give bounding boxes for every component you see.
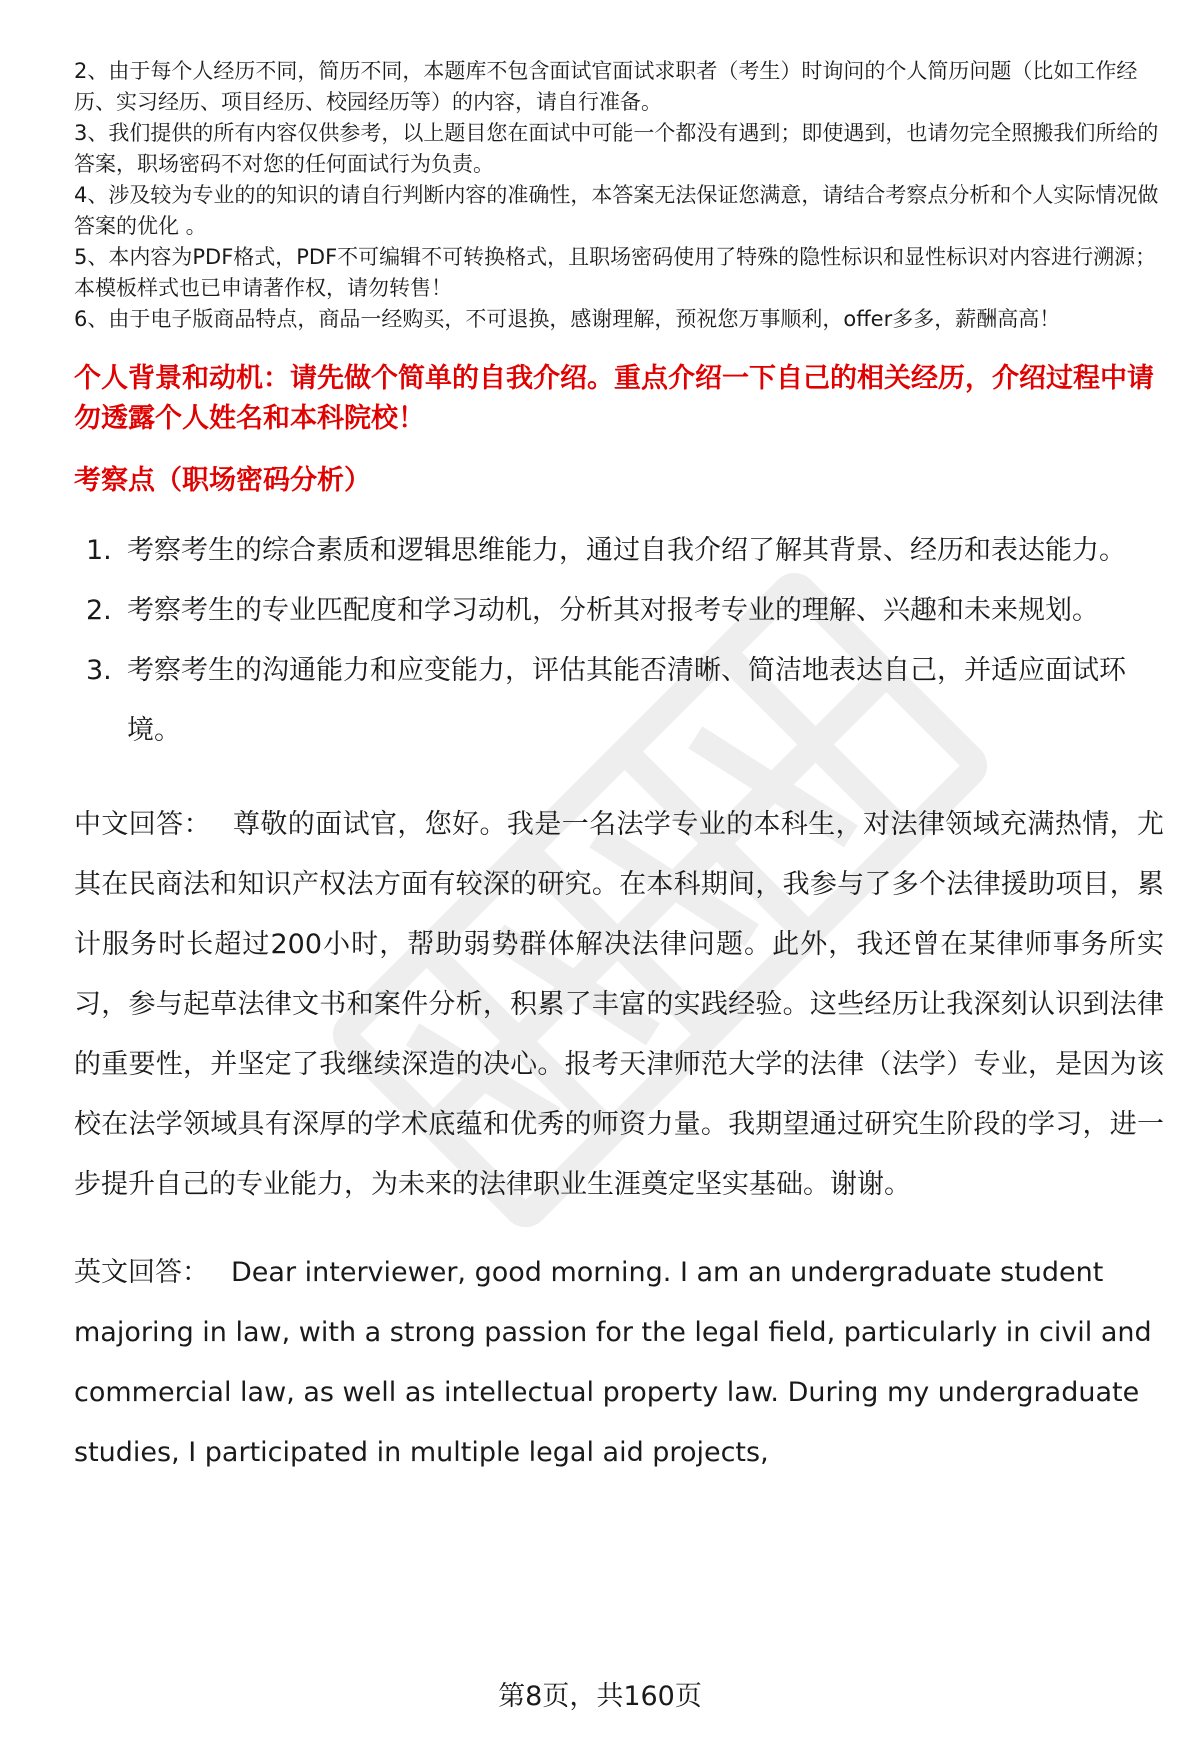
- notice-item: 4、涉及较为专业的的知识的请自行判断内容的准确性，本答案无法保证您满意，请结合考察点分析和个人实际情况做答案的优化 。: [74, 183, 1159, 238]
- key-point-text: 考察考生的沟通能力和应变能力，评估其能否清晰、简洁地表达自己，并适应面试环境。: [127, 655, 1126, 746]
- key-point-item: [74, 581, 1164, 641]
- key-points-list: [74, 521, 1164, 761]
- key-point-item: [74, 641, 1164, 761]
- english-answer: [74, 1243, 1164, 1483]
- english-answer-label: 英文回答：: [74, 1257, 209, 1288]
- key-point-number: 1.: [86, 535, 112, 566]
- key-point-text: 考察考生的综合素质和逻辑思维能力，通过自我介绍了解其背景、经历和表达能力。: [127, 535, 1126, 566]
- key-point-number: 2.: [86, 595, 112, 626]
- notice-item: 2、由于每个人经历不同，简历不同，本题库不包含面试官面试求职者（考生）时询问的个人简历问题（比如工作经历、实习经历、项目经历、校园经历等）的内容，请自行准备。: [74, 59, 1138, 114]
- notice-item: 3、我们提供的所有内容仅供参考，以上题目您在面试中可能一个都没有遇到；即使遇到，也请勿完全照搬我们所给的答案，职场密码不对您的任何面试行为负责。: [74, 121, 1159, 176]
- chinese-answer-label: 中文回答：: [74, 809, 211, 840]
- key-point-text: 考察考生的专业匹配度和学习动机，分析其对报考专业的理解、兴趣和未来规划。: [127, 595, 1099, 626]
- notice-item: 6、由于电子版商品特点，商品一经购买，不可退换，感谢理解，预祝您万事顺利，offer多多，薪酬高高！: [74, 307, 1061, 331]
- key-point-item: [74, 521, 1164, 581]
- notice-list: [74, 56, 1164, 335]
- chinese-answer-text: 尊敬的面试官，您好。我是一名法学专业的本科生，对法律领域充满热情，尤其在民商法和知识产权法方面有较深的研究。在本科期间，我参与了多个法律援助项目，累计服务时长超过200小时，帮助弱势群体解决法律问题。此外，我还曾在某律师事务所实习，参与起草法律文书和案件分析，积累了丰富的实践经验。这些经历让我深刻认识到法律的重要性，并坚定了我继续深造的决心。报考天津师范大学的法律（法学）专业，是因为该校在法学领域具有深厚的学术底蕴和优秀的师资力量。我期望通过研究生阶段的学习，进一步提升自己的专业能力，为未来的法律职业生涯奠定坚实基础。谢谢。: [74, 809, 1165, 1200]
- notice-item: 5、本内容为PDF格式，PDF不可编辑不可转换格式，且职场密码使用了特殊的隐性标识和显性标识对内容进行溯源；本模板样式也已申请著作权，请勿转售！: [74, 245, 1157, 300]
- english-answer-text: Dear interviewer, good morning. I am an undergraduate student majoring in law, with a strong passion for the legal field, particularly in civil and commercial law, as well as intellectual property law. During my undergraduate studies, I participated in multiple legal aid projects,: [74, 1257, 1152, 1468]
- page-content: [74, 56, 1164, 1483]
- page-number: 第8页，共160页: [498, 1681, 702, 1712]
- key-points-title: 考察点（职场密码分析）: [74, 465, 371, 496]
- key-point-number: 3.: [86, 655, 112, 686]
- interview-question: 个人背景和动机：请先做个简单的自我介绍。重点介绍一下自己的相关经历，介绍过程中请勿透露个人姓名和本科院校！: [74, 363, 1154, 434]
- chinese-answer: [74, 795, 1164, 1215]
